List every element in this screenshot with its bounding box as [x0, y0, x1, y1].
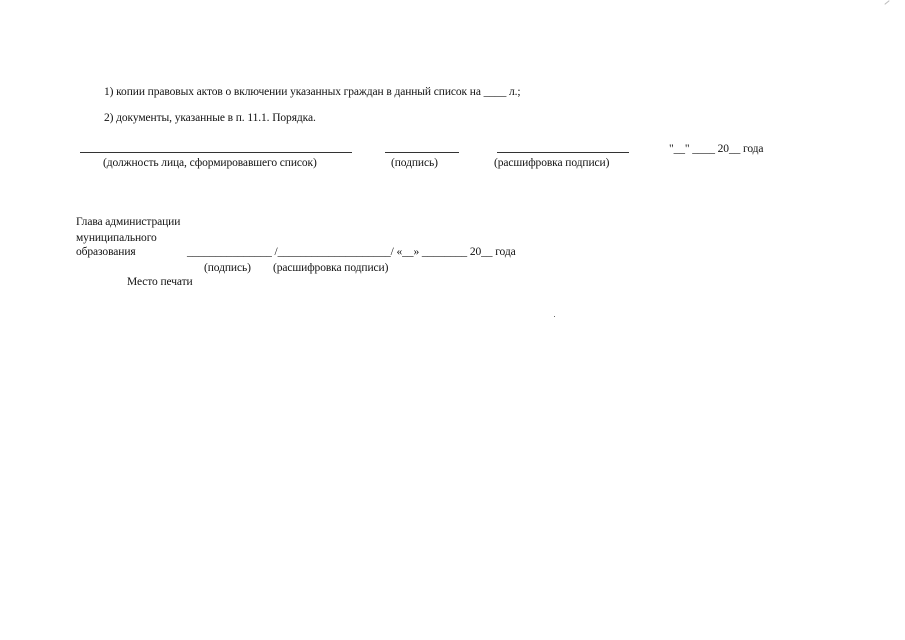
decoding-line [497, 152, 629, 153]
head-decoding-caption: (расшифровка подписи) [273, 262, 389, 274]
position-line [80, 152, 352, 153]
attachment-item-2: 2) документы, указанные в п. 11.1. Порядка. [104, 112, 316, 124]
corner-scan-mark [884, 0, 889, 5]
head-title-line-3: образования [76, 246, 136, 258]
decoding-caption: (расшифровка подписи) [494, 157, 610, 169]
scan-speck [554, 316, 555, 317]
head-title-line-2: муниципального [76, 232, 157, 244]
signature-line [385, 152, 459, 153]
attachment-item-1: 1) копии правовых актов о включении указанных граждан в данный список на ____ л.; [104, 86, 521, 98]
signature-caption: (подпись) [391, 157, 438, 169]
head-title-line-1: Глава администрации [76, 216, 181, 228]
head-signature-caption: (подпись) [204, 262, 251, 274]
compiler-date-line: "__" ____ 20__ года [669, 143, 764, 155]
stamp-place-label: Место печати [127, 276, 193, 288]
position-caption: (должность лица, сформировавшего список) [103, 157, 317, 169]
head-signature-fields: _______________ /____________________/ «__» ________ 20__ года [187, 246, 516, 258]
